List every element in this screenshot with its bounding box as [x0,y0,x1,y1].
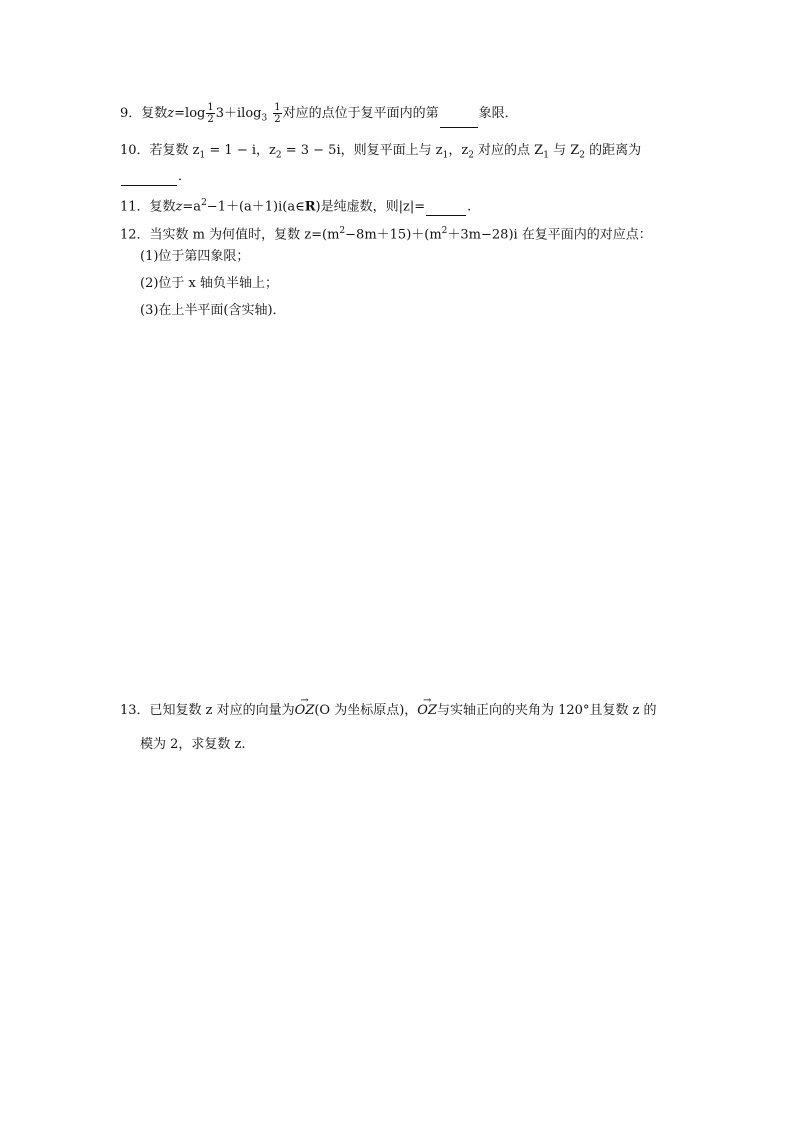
q10-d: ，z [448,143,469,158]
q13-a: 13．已知复数 z 对应的向量为 [120,703,295,718]
sub: 1 [442,150,449,161]
q10-e: 对应的点 Z [473,143,544,158]
question-12-part-3: (3)在上半平面(含实轴)． [140,303,286,318]
q9-after: 象限． [478,106,518,121]
q10-f: 与 Z [548,143,580,158]
question-10 [120,142,641,165]
sub: 2 [275,150,282,161]
exponent: 2 [339,226,346,236]
q12-b: −8m＋15)＋(m [345,227,442,243]
var-z: z [175,199,183,215]
frac-num: 1 [274,102,281,113]
q10-a: 10．若复数 z [120,143,200,158]
question-number: 9． [120,106,142,121]
q10-b: = 1 − i，z [205,143,276,158]
sub: 2 [468,150,474,161]
frac-den: 2 [274,114,281,125]
q9-lead: 复数 [141,106,168,121]
frac-num: 1 [207,102,214,113]
vector-oz: → OZ [417,702,437,720]
question-12 [120,222,652,244]
question-13 [120,702,657,720]
var-z: z [167,106,175,121]
question-12-part-1: (1)位于第四象限； [140,249,250,264]
q13-c: 与实轴正向的夹角为 120°且复数 z 的 [437,703,657,718]
q11-c: )是纯虚数，则|z|= [315,199,426,215]
question-9 [120,102,518,128]
q11-period: . [467,199,472,215]
log-base: 3 [261,113,268,124]
q12-c: ＋3m−28)i 在复平面内的对应点： [447,227,652,243]
question-12-part-2: (2)位于 x 轴负半轴上； [140,276,279,291]
q11-lead: 11．复数 [120,199,176,215]
sub: 1 [199,150,206,161]
exponent: 2 [441,226,448,236]
q10-g: 的距离为 [585,143,642,158]
sub: 1 [543,150,549,161]
real-set-symbol: R [304,199,316,215]
exponent: 2 [201,198,207,208]
q11-a: =a [182,199,202,215]
answer-blank[interactable] [440,113,478,128]
q9-log-a: =log [174,106,206,121]
fraction-half-2 [273,102,281,125]
answer-blank[interactable] [121,171,177,186]
q9-tail: 对应的点位于复平面内的第 [282,106,439,121]
q10-period: ． [178,169,192,184]
question-11 [120,194,471,216]
question-13-line-2: 模为 2，求复数 z. [140,737,246,752]
q10-c: = 3 − 5i，则复平面上与 z [281,143,443,158]
frac-den: 2 [207,114,214,125]
vector-oz: → OZ [295,702,315,720]
q9-mid: 3＋ilog [215,106,262,121]
q11-b: −1＋(a＋1)i(a∈ [206,199,305,215]
q12-a: 12．当实数 m 为何值时，复数 z=(m [120,227,340,243]
answer-blank[interactable] [426,201,466,216]
sub: 2 [579,150,586,161]
fraction-half-1 [206,102,214,125]
q13-b: (O 为坐标原点)， [314,703,418,718]
question-10-answer-line [120,168,191,186]
